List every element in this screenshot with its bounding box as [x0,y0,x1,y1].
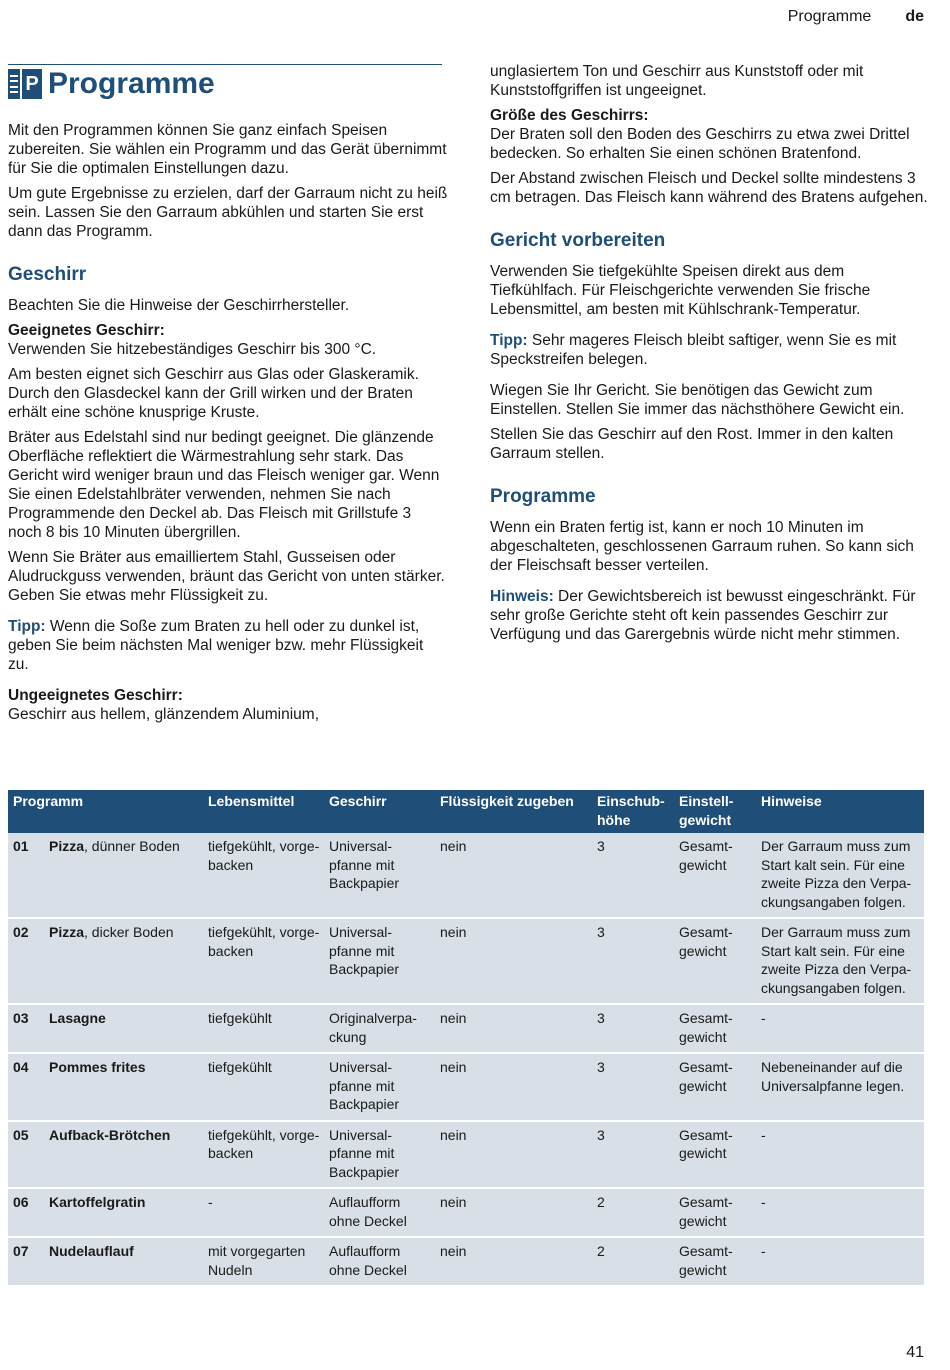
table-row [8,1188,924,1237]
cell-fluessigkeit: nein [435,1188,592,1237]
cell-geschirr: Universal- pfanne mit Backpapier [324,918,435,1004]
cell-programm [8,1004,203,1053]
heading-programme: Programme [490,486,596,507]
cell-programm [8,1121,203,1189]
paragraph-glas: Am besten eignet sich Geschirr aus Glas oder Glaskeramik. Durch den Glasdeckel kann der Grill wirken und der Braten erhält eine schöne knusprige Kruste. [8,366,419,421]
page-title: Programme [48,67,215,100]
heading-vorbereiten: Gericht vorbereiten [490,230,666,251]
label-ungeeignet: Ungeeignetes Geschirr: [8,687,183,704]
paragraph-hersteller: Beachten Sie die Hinweise der Geschirrhersteller. [8,297,350,314]
cell-fluessigkeit: nein [435,1004,592,1053]
table-row [8,918,924,1004]
note-label: Hinweis: [490,588,554,605]
page-title-block [8,64,442,101]
cell-geschirr: Universal- pfanne mit Backpapier [329,838,400,891]
cell-einschubhoehe: 2 [592,1188,674,1237]
cell-lebensmittel: tiefgekühlt, vorge- backen [203,1121,324,1189]
page-number: 41 [906,1344,924,1361]
program-name: Kartoffelgratin [49,1194,146,1210]
column-header: Lebensmittel [203,790,324,833]
paragraph-ungeeignet [8,686,448,724]
left-column [8,121,448,730]
program-name: Pizza [49,924,85,940]
heading-geschirr: Geschirr [8,264,87,285]
cell-lebensmittel: tiefgekühlt, vorge- backen [203,918,324,1004]
cell-lebensmittel: - [203,1188,324,1237]
cell-lebensmittel: tiefgekühlt [203,1053,324,1121]
paragraph-edelstahl: Bräter aus Edelstahl sind nur bedingt geeignet. Die glänzende Oberfläche reflektiert die Wärmestrahlung sehr stark. Das Gericht wird weniger braun und das Fleisch weniger gar. Wenn Sie einen Edelstahlbräter verwenden, nehmen Sie nach Programmende den Deckel ab. Das Fleisch mit Grillstufe 3 noch 8 bis 10 Minuten übergrillen. [8,429,440,541]
program-name: Pizza [49,838,85,854]
note-text: Der Gewichtsbereich ist bewusst eingeschränkt. Für sehr große Gerichte steht oft kein passendes Geschirr zur Verfügung und das Garergebnis würde nicht mehr stimmen. [490,588,916,643]
cell-geschirr: Auflaufform ohne Deckel [324,1188,435,1237]
header-section: Programme [787,8,872,25]
cell-einschubhoehe: 2 [592,1237,674,1285]
paragraph-email: Wenn Sie Bräter aus emailliertem Stahl, Gusseisen oder Aludruckguss verwenden, bräunt das Gericht von unten stärker. Geben Sie etwas mehr Flüssigkeit zu. [8,549,445,604]
text-ungeeignet: Geschirr aus hellem, glänzendem Aluminium, [8,706,319,723]
intro-paragraph: Mit den Programmen können Sie ganz einfach Speisen zubereiten. Sie wählen ein Programm und das Gerät übernimmt für Sie die optimalen Einstellungen dazu. [8,122,447,177]
table-row [8,1004,924,1053]
cell-geschirr: Universal- pfanne mit Backpapier [324,1121,435,1189]
cell-einschubhoehe: 3 [592,1004,674,1053]
column-header: Einstell- gewicht [674,790,756,833]
programme-table [8,790,924,1285]
cell-einschubhoehe: 3 [592,1053,674,1121]
paragraph-wiegen: Wiegen Sie Ihr Gericht. Sie benötigen das Gewicht zum Einstellen. Stellen Sie immer das nächsthöhere Gewicht ein. [490,382,905,418]
program-name: Nudelauflauf [49,1243,134,1259]
table-header-row [8,790,924,833]
cell-hinweise: - [756,1004,924,1053]
cell-hinweise: Der Garraum muss zum Start kalt sein. Für eine zweite Pizza den Verpa- ckungsangaben folgen. [761,838,912,910]
cell-fluessigkeit: nein [440,838,467,854]
program-number: 04 [13,1059,29,1075]
label-geeignet: Geeignetes Geschirr: [8,322,165,339]
running-header [788,8,924,26]
program-number: 07 [13,1243,29,1259]
program-number: 03 [13,1010,29,1026]
cell-programm [8,918,203,1004]
cell-einschubhoehe: 3 [592,918,674,1004]
program-name-suffix: , dünner Boden [84,838,180,854]
cell-einstellgewicht: Gesamt- gewicht [674,918,756,1004]
paragraph-tiefgekuehlt: Verwenden Sie tiefgekühlte Speisen direkt aus dem Tiefkühlfach. Für Fleischgerichte verwenden Sie frische Lebensmittel, am besten mit Kühlschrank-Temperatur. [490,263,871,318]
table-row [8,1053,924,1121]
tip-paragraph [8,617,448,674]
cell-einschubhoehe: 3 [592,1121,674,1189]
cell-fluessigkeit: nein [435,1121,592,1189]
column-header: Geschirr [324,790,435,833]
program-name: Lasagne [49,1010,106,1026]
cell-hinweise: - [756,1188,924,1237]
cell-geschirr: Universal- pfanne mit Backpapier [324,1053,435,1121]
cell-fluessigkeit: nein [435,1053,592,1121]
cell-einschubhoehe: 3 [597,838,605,854]
header-language: de [905,8,924,25]
cell-lebensmittel: tiefgekühlt, vorge- backen [208,838,320,873]
cell-geschirr: Auflaufform ohne Deckel [324,1237,435,1285]
cell-programm [8,833,203,918]
paragraph-geeignet [8,321,448,359]
column-header: Flüssigkeit zugeben [435,790,592,833]
cell-einstellgewicht: Gesamt- gewicht [679,838,733,873]
cell-lebensmittel: tiefgekühlt [203,1004,324,1053]
program-name: Pommes frites [49,1059,146,1075]
program-number: 01 [13,838,29,854]
column-header: Programm [8,790,203,833]
cell-einstellgewicht: Gesamt- gewicht [674,1053,756,1121]
cell-hinweise: Nebeneinander auf die Universalpfanne legen. [756,1053,924,1121]
program-name-suffix: , dicker Boden [84,924,174,940]
cell-hinweise: - [756,1121,924,1189]
paragraph-abstand: Der Abstand zwischen Fleisch und Deckel sollte mindestens 3 cm betragen. Das Fleisch kann während des Bratens aufgehen. [490,170,928,206]
programme-icon: P [8,69,42,99]
right-column [490,62,930,650]
cell-hinweise: Der Garraum muss zum Start kalt sein. Für eine zweite Pizza den Verpa- ckungsangaben folgen. [756,918,924,1004]
table-row [8,1121,924,1189]
program-name: Aufback-Brötchen [49,1126,171,1143]
cell-lebensmittel: mit vorgegarten Nudeln [203,1237,324,1285]
cell-programm [8,1237,203,1285]
text-groesse: Der Braten soll den Boden des Geschirrs zu etwa zwei Drittel bedecken. So erhalten Sie einen schönen Bratenfond. [490,126,910,162]
program-number: 06 [13,1194,29,1210]
cell-hinweise: - [756,1237,924,1285]
tip-label: Tipp: [490,332,528,349]
cell-fluessigkeit: nein [435,1237,592,1285]
tip-text: Sehr mageres Fleisch bleibt saftiger, wenn Sie es mit Speckstreifen belegen. [490,332,897,368]
text-geeignet: Verwenden Sie hitzebeständiges Geschirr bis 300 °C. [8,341,377,358]
column-header: Einschub- höhe [592,790,674,833]
program-number: 05 [13,1126,29,1143]
tip-text: Wenn die Soße zum Braten zu hell oder zu dunkel ist, geben Sie beim nächsten Mal weniger bzw. mehr Flüssigkeit zu. [8,618,424,673]
paragraph-rost: Stellen Sie das Geschirr auf den Rost. Immer in den kalten Garraum stellen. [490,426,894,462]
tip-label: Tipp: [8,618,46,635]
table-row [8,833,924,918]
table-row [8,1237,924,1285]
paragraph-continued: unglasiertem Ton und Geschirr aus Kunststoff oder mit Kunststoffgriffen ist ungeeignet. [490,63,864,99]
cell-geschirr: Originalverpa- ckung [324,1004,435,1053]
tip-paragraph-right [490,331,930,369]
label-groesse: Größe des Geschirrs: [490,107,649,124]
program-number: 02 [13,924,29,940]
paragraph-groesse [490,106,930,163]
cell-einstellgewicht: Gesamt- gewicht [674,1237,756,1285]
intro-paragraph-2: Um gute Ergebnisse zu erzielen, darf der Garraum nicht zu heiß sein. Lassen Sie den Garraum abkühlen und starten Sie erst dann das Programm. [8,185,448,240]
note-paragraph [490,587,930,644]
paragraph-ruhen: Wenn ein Braten fertig ist, kann er noch 10 Minuten im abgeschalteten, geschlossenen Garraum ruhen. So kann sich der Fleischsaft besser verteilen. [490,519,914,574]
cell-programm [8,1188,203,1237]
cell-einstellgewicht: Gesamt- gewicht [674,1188,756,1237]
column-header: Hinweise [756,790,924,833]
cell-einstellgewicht: Gesamt- gewicht [674,1121,756,1189]
cell-fluessigkeit: nein [435,918,592,1004]
cell-programm [8,1053,203,1121]
cell-einstellgewicht: Gesamt- gewicht [674,1004,756,1053]
